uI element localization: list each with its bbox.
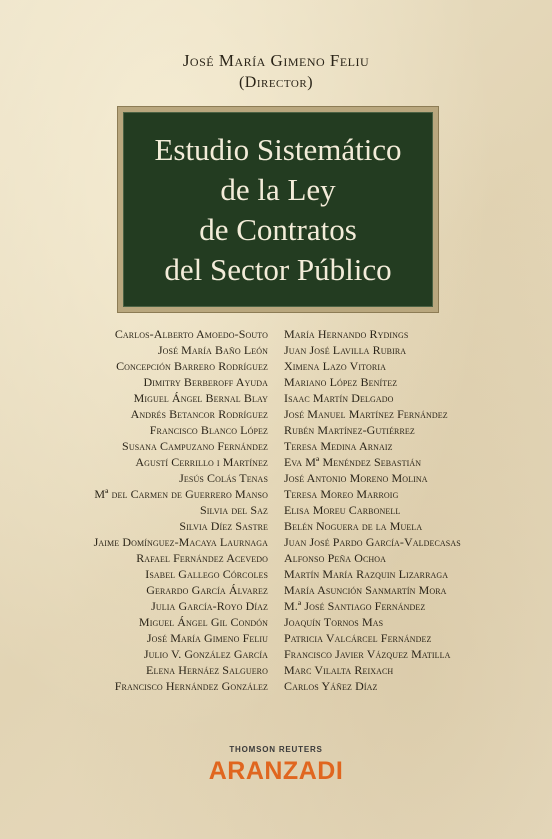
author-name: Dimitry Berberoff Ayuda [143, 375, 268, 389]
author-name: Mariano López Benítez [284, 375, 398, 389]
author-name: Belén Noguera de la Muela [284, 519, 423, 533]
title-line-1: Estudio Sistemático [154, 131, 402, 167]
author-name: María Hernando Rydings [284, 327, 409, 341]
author-name: Juan José Lavilla Rubira [284, 343, 407, 357]
director-name: José María Gimeno Feliu [182, 51, 370, 70]
director-block [0, 50, 552, 94]
author-name: José María Baño León [157, 343, 268, 357]
author-name: Francisco Hernández González [114, 679, 268, 693]
author-name: Silvia del Saz [200, 503, 268, 517]
authors-left-column [94, 326, 268, 694]
author-name: Marc Vilalta Reixach [284, 663, 394, 677]
author-name: Ximena Lazo Vitoria [284, 359, 386, 373]
author-name: Elisa Moreu Carbonell [284, 503, 401, 517]
authors-right-column [284, 326, 461, 694]
author-name: Elena Hernáez Salguero [146, 663, 268, 677]
authors-list [0, 326, 552, 693]
author-name: Julio V. González García [143, 647, 268, 661]
author-name: Martín María Razquin Lizarraga [284, 567, 449, 581]
author-name: Rubén Martínez-Gutiérrez [284, 423, 415, 437]
author-name: Francisco Javier Vázquez Matilla [284, 647, 451, 661]
author-name: Francisco Blanco López [149, 423, 268, 437]
author-name: José Antonio Moreno Molina [284, 471, 428, 485]
author-name: Isabel Gallego Córcoles [145, 567, 268, 581]
author-name: Mª del Carmen de Guerrero Manso [94, 487, 268, 501]
author-name: Carlos-Alberto Amoedo-Souto [114, 327, 268, 341]
author-name: Andrés Betancor Rodríguez [130, 407, 268, 421]
publisher-name: ARANZADI [208, 757, 344, 785]
author-name: Eva Mª Menéndez Sebastián [284, 455, 422, 469]
author-name: Jaime Domínguez-Macaya Laurnaga [93, 535, 268, 549]
author-name: Miguel Ángel Gil Condón [138, 615, 268, 629]
author-name: María Asunción Sanmartín Mora [284, 583, 447, 597]
director-role: (Director) [238, 74, 314, 91]
author-name: Isaac Martín Delgado [284, 391, 394, 405]
title-line-3: de Contratos [199, 211, 357, 247]
author-name: Rafael Fernández Acevedo [136, 551, 268, 565]
author-name: Jesús Colás Tenas [179, 471, 268, 485]
author-name: Miguel Ángel Bernal Blay [133, 391, 268, 405]
author-name: Agustí Cerrillo i Martínez [135, 455, 268, 469]
author-name: Susana Campuzano Fernández [122, 439, 268, 453]
author-name: Joaquín Tornos Mas [284, 615, 384, 629]
publisher-parent: THOMSON REUTERS [229, 745, 323, 754]
author-name: José María Gimeno Feliu [146, 631, 268, 645]
author-name: Teresa Moreo Marroig [284, 487, 399, 501]
author-name: Julia García-Royo Díaz [151, 599, 268, 613]
author-name: M.ª José Santiago Fernández [284, 599, 426, 613]
author-name: Carlos Yáñez Díaz [284, 679, 378, 693]
author-name: José Manuel Martínez Fernández [284, 407, 448, 421]
title-line-4: del Sector Público [164, 251, 392, 287]
title-frame [118, 107, 438, 312]
author-name: Concepción Barrero Rodríguez [116, 359, 268, 373]
title-line-2: de la Ley [220, 171, 336, 207]
publisher-logo [0, 744, 552, 786]
author-name: Juan José Pardo García-Valdecasas [284, 535, 461, 549]
author-name: Teresa Medina Arnaiz [284, 439, 393, 453]
author-name: Alfonso Peña Ochoa [284, 551, 387, 565]
author-name: Patricia Valcárcel Fernández [284, 631, 432, 645]
title-box [123, 112, 433, 307]
author-name: Silvia Díez Sastre [179, 519, 268, 533]
author-name: Gerardo García Álvarez [146, 583, 268, 597]
